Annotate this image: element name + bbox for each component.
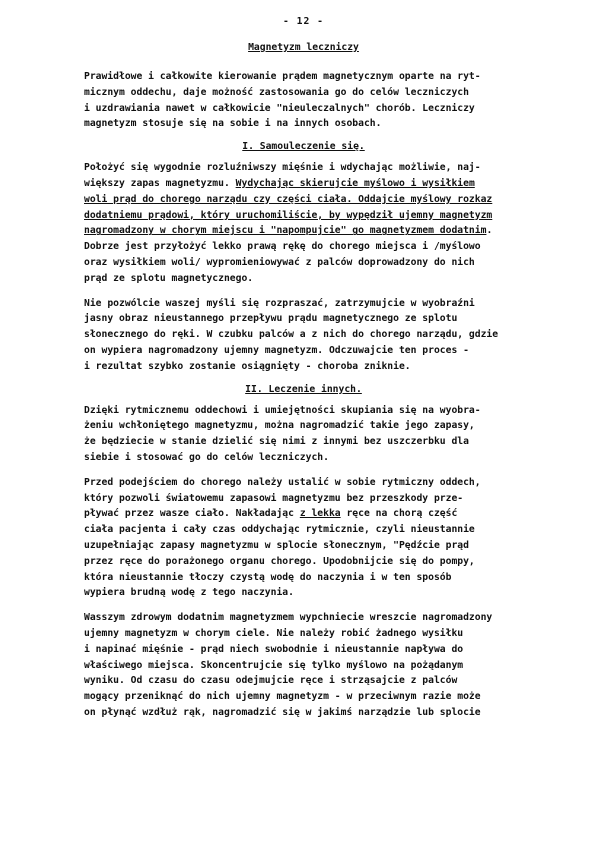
text-line: i napinać mięśnie - prąd niech swobodnie i nieustannie napływa do xyxy=(84,643,464,655)
text-line: słonecznego do ręki. W czubku palców a z nich do chorego narządu, gdzie xyxy=(84,329,499,341)
text-line xyxy=(84,208,523,224)
text-line: wyniku. Od czasu do czasu odejmujcie ręce i strząsajcie z palców xyxy=(84,675,458,687)
text-line: jasny obraz nieustannego przepływu prądu magnetycznego ze splotu xyxy=(84,313,458,325)
healing-others-paragraph-1 xyxy=(84,403,523,466)
underlined-text: Wydychając skierujcie myślowo i wysiłkiem xyxy=(235,177,475,189)
text-line xyxy=(84,176,523,192)
text-line: Przed podejściem do chorego należy ustalić w sobie rytmiczny oddech, xyxy=(84,476,481,488)
text-line: Wasszym zdrowym dodatnim magnetyzmem wypchniecie wreszcie nagromadzony xyxy=(84,612,493,624)
page-number: - 12 - xyxy=(283,16,324,27)
text-line: który pozwoli światowemu zapasowi magnetyzmu bez przeszkody prze- xyxy=(84,492,464,504)
intro-paragraph xyxy=(84,69,523,132)
self-healing-paragraph-1 xyxy=(84,160,523,286)
text-line: micznym oddechu, daje możność zastosowania go do celów leczniczych xyxy=(84,86,469,98)
text-line: Prawidłowe i całkowite kierowanie prądem magnetycznym oparte na ryt- xyxy=(84,71,481,82)
text-line: oraz wysiłkiem woli/ wypromieniowywać z palców doprowadzony do nich xyxy=(84,256,475,268)
text-line: prąd ze splotu magnetycznego. xyxy=(84,272,254,284)
text-line: siebie i stosować go do celów leczniczych. xyxy=(84,451,329,463)
text-line: przez ręce do porażonego organu chorego. Upodobnijcie się do pompy, xyxy=(84,555,475,567)
text-fragment: pływać przez wasze ciało. Nakładając xyxy=(84,508,300,520)
text-line: i rezultat szybko zostanie osiągnięty - choroba zniknie. xyxy=(84,360,411,372)
text-line: on płynąć wzdłuż rąk, nagromadzić się w jakimś narządzie lub splocie xyxy=(84,706,481,718)
underlined-text: dodatniemu prądowi, który uruchomiliście, by wypędził ujemny magnetyzm xyxy=(84,209,493,221)
text-line: Dzięki rytmicznemu oddechowi i umiejętności skupiania się na wyobra- xyxy=(84,404,481,416)
underlined-text: nagromadzony w chorym miejscu i "napompujcie" go magnetyzmem dodatnim xyxy=(84,225,487,237)
text-line: ciała pacjenta i cały czas oddychając rytmicznie, czyli nieustannie xyxy=(84,524,475,536)
text-line: mogący przeniknąć do nich ujemny magnetyzm - w przeciwnym razie może xyxy=(84,691,481,703)
text-line xyxy=(84,192,523,208)
text-line: uzupełniając zapasy magnetyzmu w splocie słonecznym, "Pędźcie prąd xyxy=(84,539,469,551)
section-heading-healing-others: II. Leczenie innych. xyxy=(245,383,362,395)
text-line: że będziecie w stanie dzielić się nimi z innymi bez uszczerbku dla xyxy=(84,436,469,448)
text-fragment: . xyxy=(486,225,493,237)
text-line: wypiera brudną wodę z tego naczynia. xyxy=(84,587,294,599)
text-line: która nieustannie tłoczy czystą wodę do naczynia i w ten sposób xyxy=(84,571,452,583)
text-line: Dobrze jest przyłożyć lekko prawą rękę do chorego miejsca i /myślowo xyxy=(84,241,481,253)
underlined-text: woli prąd do chorego narządu czy części ciała. Oddajcie myślowy rozkaz xyxy=(84,193,493,205)
text-line: ujemny magnetyzm w chorym ciele. Nie należy robić żadnego wysiłku xyxy=(84,627,464,639)
text-line xyxy=(84,506,523,522)
text-fragment: ręce na chorą część xyxy=(340,508,458,520)
page-title: Magnetyzm leczniczy xyxy=(248,42,359,53)
text-line: on wypiera nagromadzony ujemny magnetyzm. Odczuwajcie ten proces - xyxy=(84,344,469,356)
text-line: właściwego miejsca. Skoncentrujcie się tylko myślowo na pożądanym xyxy=(84,659,464,671)
healing-others-paragraph-3 xyxy=(84,610,523,721)
text-fragment: większy zapas magnetyzmu. xyxy=(84,177,236,189)
text-line: Nie pozwólcie waszej myśli się rozpraszać, zatrzymujcie w wyobraźni xyxy=(84,297,475,309)
text-line: żeniu wchłoniętego magnetyzmu, można nagromadzić takie jego zapasy, xyxy=(84,420,475,432)
text-line: magnetyzm stosuje się na sobie i na innych osobach. xyxy=(84,118,382,130)
section-heading-self-healing: I. Samouleczenie się. xyxy=(242,141,365,153)
underlined-text: z lekka xyxy=(299,508,341,520)
text-line xyxy=(84,223,523,239)
healing-others-paragraph-2 xyxy=(84,475,523,601)
self-healing-paragraph-2 xyxy=(84,296,523,375)
text-line: i uzdrawiania nawet w całkowicie "nieuleczalnych" chorób. Leczniczy xyxy=(84,102,475,114)
text-line: Położyć się wygodnie rozluźniwszy mięśnie i wdychając możliwie, naj- xyxy=(84,162,481,174)
